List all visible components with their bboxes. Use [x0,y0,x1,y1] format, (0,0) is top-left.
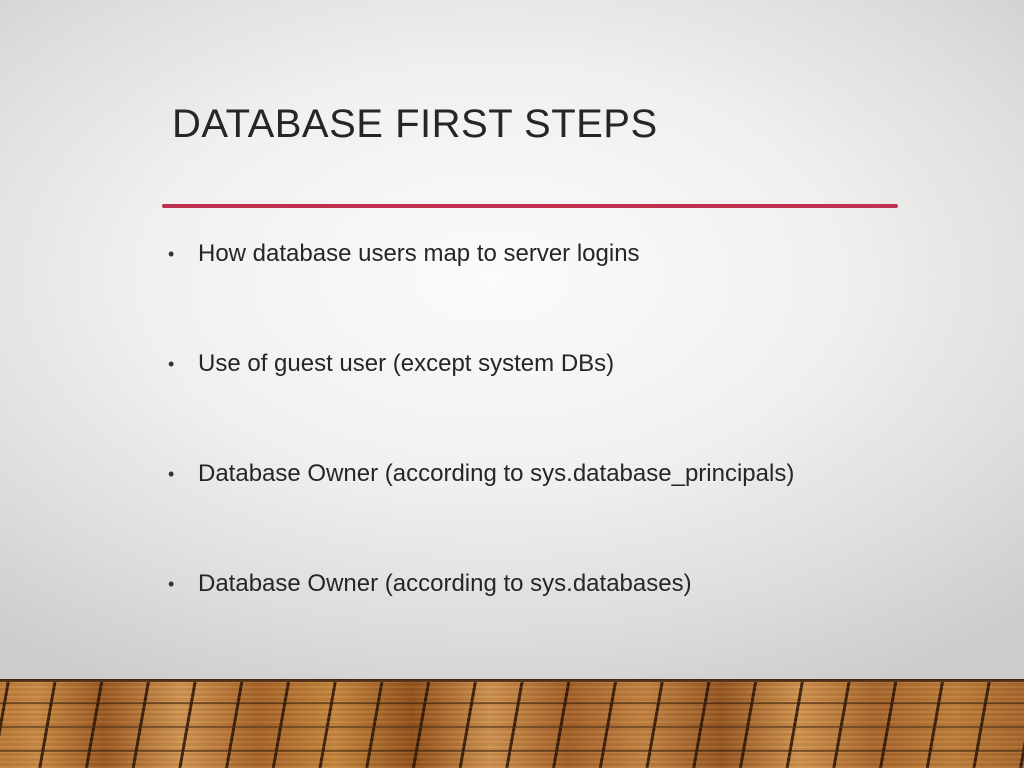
bullet-text: How database users map to server logins [198,240,640,267]
bullet-dot-icon: • [168,244,175,264]
bullet-item [168,452,928,496]
bullet-dot-icon: • [168,464,175,484]
bullet-dot-icon: • [168,354,175,374]
bullet-item [168,562,928,606]
bullet-text: Use of guest user (except system DBs) [198,350,615,377]
wood-grain [0,682,1024,768]
title-underline [162,204,898,208]
bullet-text: Database Owner (according to sys.databases) [198,570,692,597]
slide-title: DATABASE FIRST STEPS [172,102,658,146]
wood-floor [0,682,1024,768]
bullet-dot-icon: • [168,574,175,594]
bullet-item [168,342,928,386]
bullet-item [168,232,928,276]
bullet-text: Database Owner (according to sys.database_principals) [198,460,795,487]
